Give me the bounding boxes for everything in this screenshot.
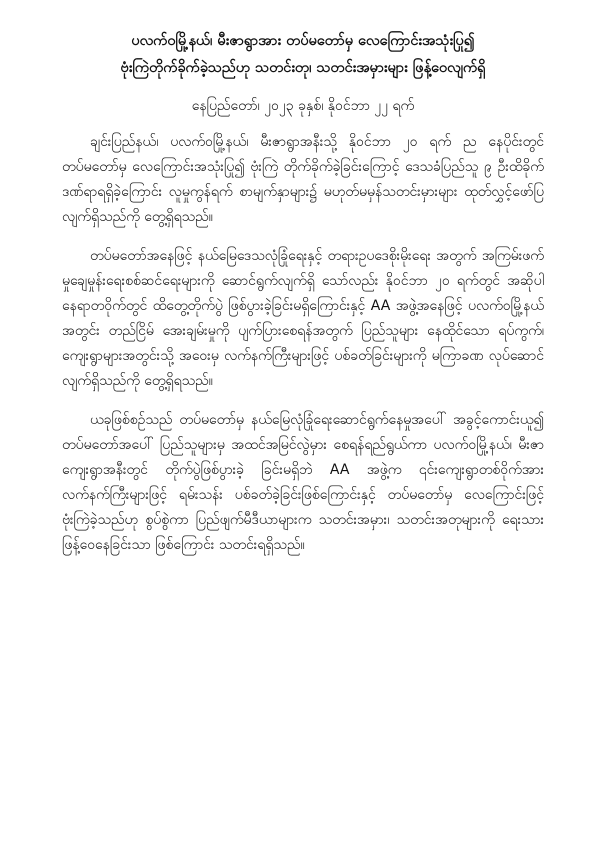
title-line-1: ပလက်ဝမြို့နယ်၊ မီးဇာရွာအား တပ်မတော်မှ လေကြောင်းအသုံးပြု၍: [131, 33, 475, 49]
body-paragraph-1: ချင်းပြည်နယ်၊ ပလက်ဝမြို့နယ်၊ မီးဇာရွာအနီးသို့ နိုဝင်ဘာ ၂၀ ရက် ည နေပိုင်းတွင် တပ်မတော်မှ လေကြောင်းအသုံးပြု၍ ဗုံးကြဲ တိုက်ခိုက်ခဲ့ခြင်းကြောင့် ဒေသခံပြည်သူ ၉ ဦးထိခိုက်ဒဏ်ရာရရှိခဲ့ကြောင်း လူမှုကွန်ရက် စာမျက်နှာများ၌ မဟုတ်မမှန်သတင်းမှားများ ထုတ်လွှင့်ဖော်ပြလျက်ရှိသည်ကို တွေ့ရှိရသည်။: [62, 134, 544, 225]
dateline: နေပြည်တော်၊ ၂၀၂၃ ခုနှစ်၊ နိုဝင်ဘာ ၂၂ ရက်: [191, 98, 415, 114]
body-paragraph-3: ယခုဖြစ်စဉ်သည် တပ်မတော်မှ နယ်မြေလုံခြုံရေးဆောင်ရွက်နေမှုအပေါ် အခွင့်ကောင်းယူ၍ တပ်မတော်အပေါ် ပြည်သူများမှ အထင်အမြင်လွဲမှား စေရန်ရည်ရွယ်ကာ ပလက်ဝမြို့နယ်၊ မီးဇာကျေးရွာအနီးတွင် တိုက်ပွဲဖြစ်ပွားခဲ့ ခြင်းမရှိဘဲ AA အဖွဲ့က ၎င်းကျေးရွာတစ်ဝိုက်အား လက်နက်ကြီးများဖြင့် ရမ်းသန်း ပစ်ခတ်ခဲ့ခြင်းဖြစ်ကြောင်းနှင့် တပ်မတော်မှ လေကြောင်းဖြင့် ဗုံးကြဲခဲ့သည်ဟု စွပ်စွဲကာ ပြည်ဖျက်မီဒီယာများက သတင်းအမှား၊ သတင်းအတုများကို ရေးသား ဖြန့်ဝေနေခြင်းသာ ဖြစ်ကြောင်း သတင်းရရှိသည်။: [62, 412, 544, 553]
body-paragraph-2: တပ်မတော်အနေဖြင့် နယ်မြေဒေသလုံခြုံရေးနှင့် တရားဥပဒေစိုးမိုးရေး အတွက် အကြမ်းဖက်မှုချေမှုန်းရေးစစ်ဆင်ရေးများကို ဆောင်ရွက်လျက်ရှိ သော်လည်း နိုဝင်ဘာ ၂၀ ရက်တွင် အဆိုပါ နေရာတဝိုက်တွင် ထိတွေ့တိုက်ပွဲ ဖြစ်ပွားခဲ့ခြင်းမရှိကြောင်းနှင့် AA အဖွဲ့အနေဖြင့် ပလက်ဝမြို့နယ်အတွင်း တည်ငြိမ် အေးချမ်းမှုကို ပျက်ပြားစေရန်အတွက် ပြည်သူများ နေထိုင်သော ရပ်ကွက်၊ ကျေးရွာများအတွင်းသို့ အဝေးမှ လက်နက်ကြီးများဖြင့် ပစ်ခတ်ခြင်းများကို မကြာခဏ လုပ်ဆောင်လျက်ရှိသည်ကို တွေ့ရှိရသည်။: [62, 248, 544, 389]
document-title: [62, 28, 544, 82]
title-line-2: ဗုံးကြဲတိုက်ခိုက်ခဲ့သည်ဟု သတင်းတု၊ သတင်းအမှားများ ဖြန့်ဝေလျက်ရှိ: [120, 60, 486, 76]
